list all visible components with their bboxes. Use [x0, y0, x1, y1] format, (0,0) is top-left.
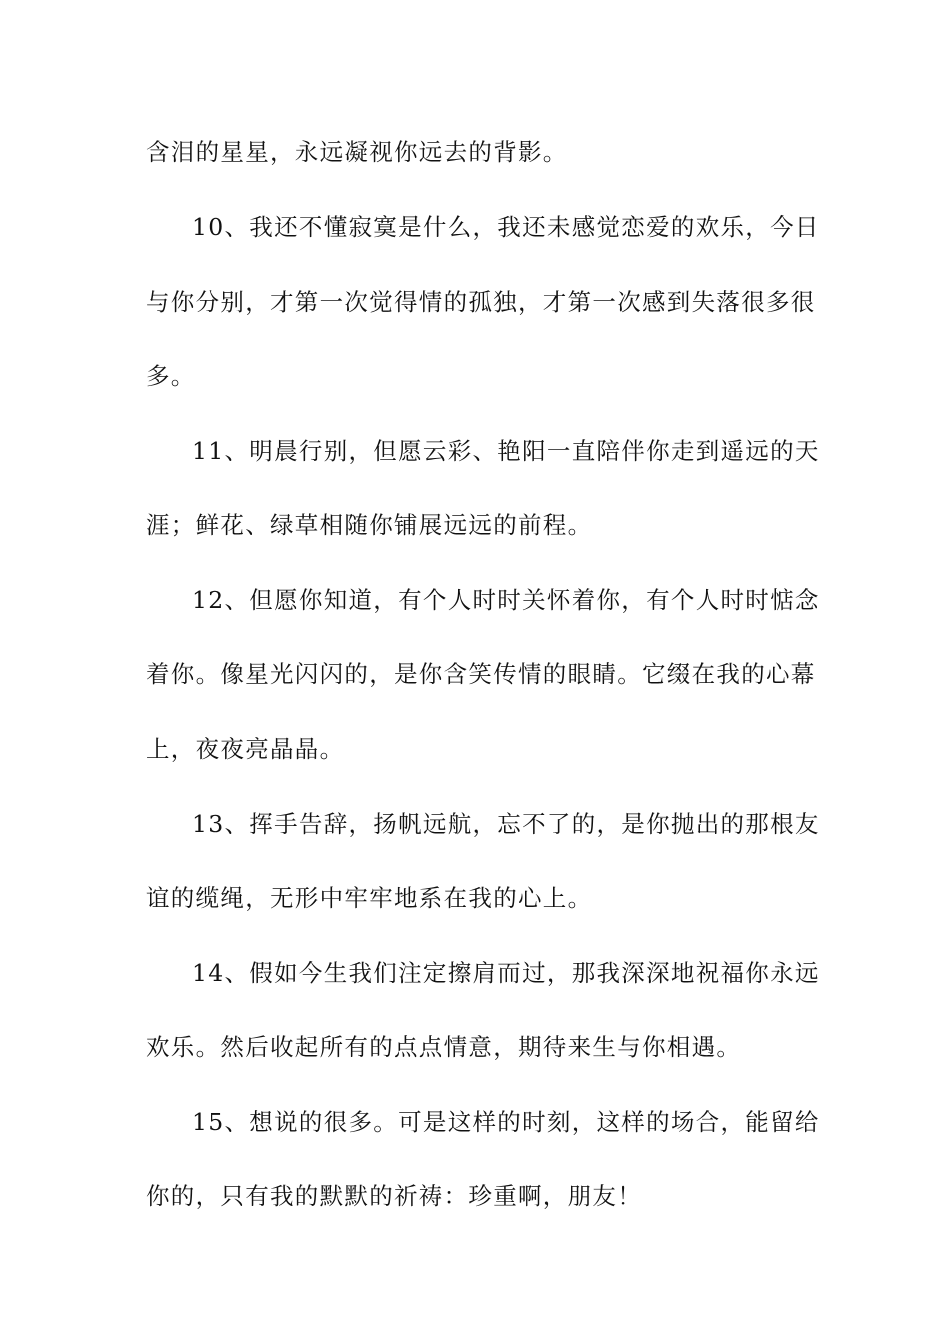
paragraph-12-line-1: 12、但愿你知道，有个人时时关怀着你，有个人时时惦念 — [192, 586, 820, 614]
paragraph-13-line-1: 13、挥手告辞，扬帆远航，忘不了的，是你抛出的那根友 — [192, 810, 820, 838]
paragraph-11-line-1: 11、明晨行别，但愿云彩、艳阳一直陪伴你走到遥远的天 — [192, 437, 820, 465]
paragraph-14-line-1: 14、假如今生我们注定擦肩而过，那我深深地祝福你永远 — [192, 959, 820, 987]
paragraph-10-line-1: 10、我还不懂寂寞是什么，我还未感觉恋爱的欢乐，今日 — [192, 213, 820, 241]
paragraph-10-line-3: 多。 — [146, 362, 196, 390]
paragraph-12-line-2: 着你。像星光闪闪的，是你含笑传情的眼睛。它缀在我的心幕 — [146, 660, 816, 688]
paragraph-10-line-2: 与你分别，才第一次觉得情的孤独，才第一次感到失落很多很 — [146, 288, 816, 316]
paragraph-11-line-2: 涯；鲜花、绿草相随你铺展远远的前程。 — [146, 511, 593, 539]
paragraph-15-line-1: 15、想说的很多。可是这样的时刻，这样的场合，能留给 — [192, 1108, 820, 1136]
paragraph-14-line-2: 欢乐。然后收起所有的点点情意，期待来生与你相遇。 — [146, 1033, 742, 1061]
paragraph-13-line-2: 谊的缆绳，无形中牢牢地系在我的心上。 — [146, 884, 593, 912]
paragraph-9-line-2: 含泪的星星，永远凝视你远去的背影。 — [146, 138, 568, 166]
paragraph-15-line-2: 你的，只有我的默默的祈祷：珍重啊，朋友！ — [146, 1182, 642, 1210]
paragraph-12-line-3: 上，夜夜亮晶晶。 — [146, 735, 345, 763]
